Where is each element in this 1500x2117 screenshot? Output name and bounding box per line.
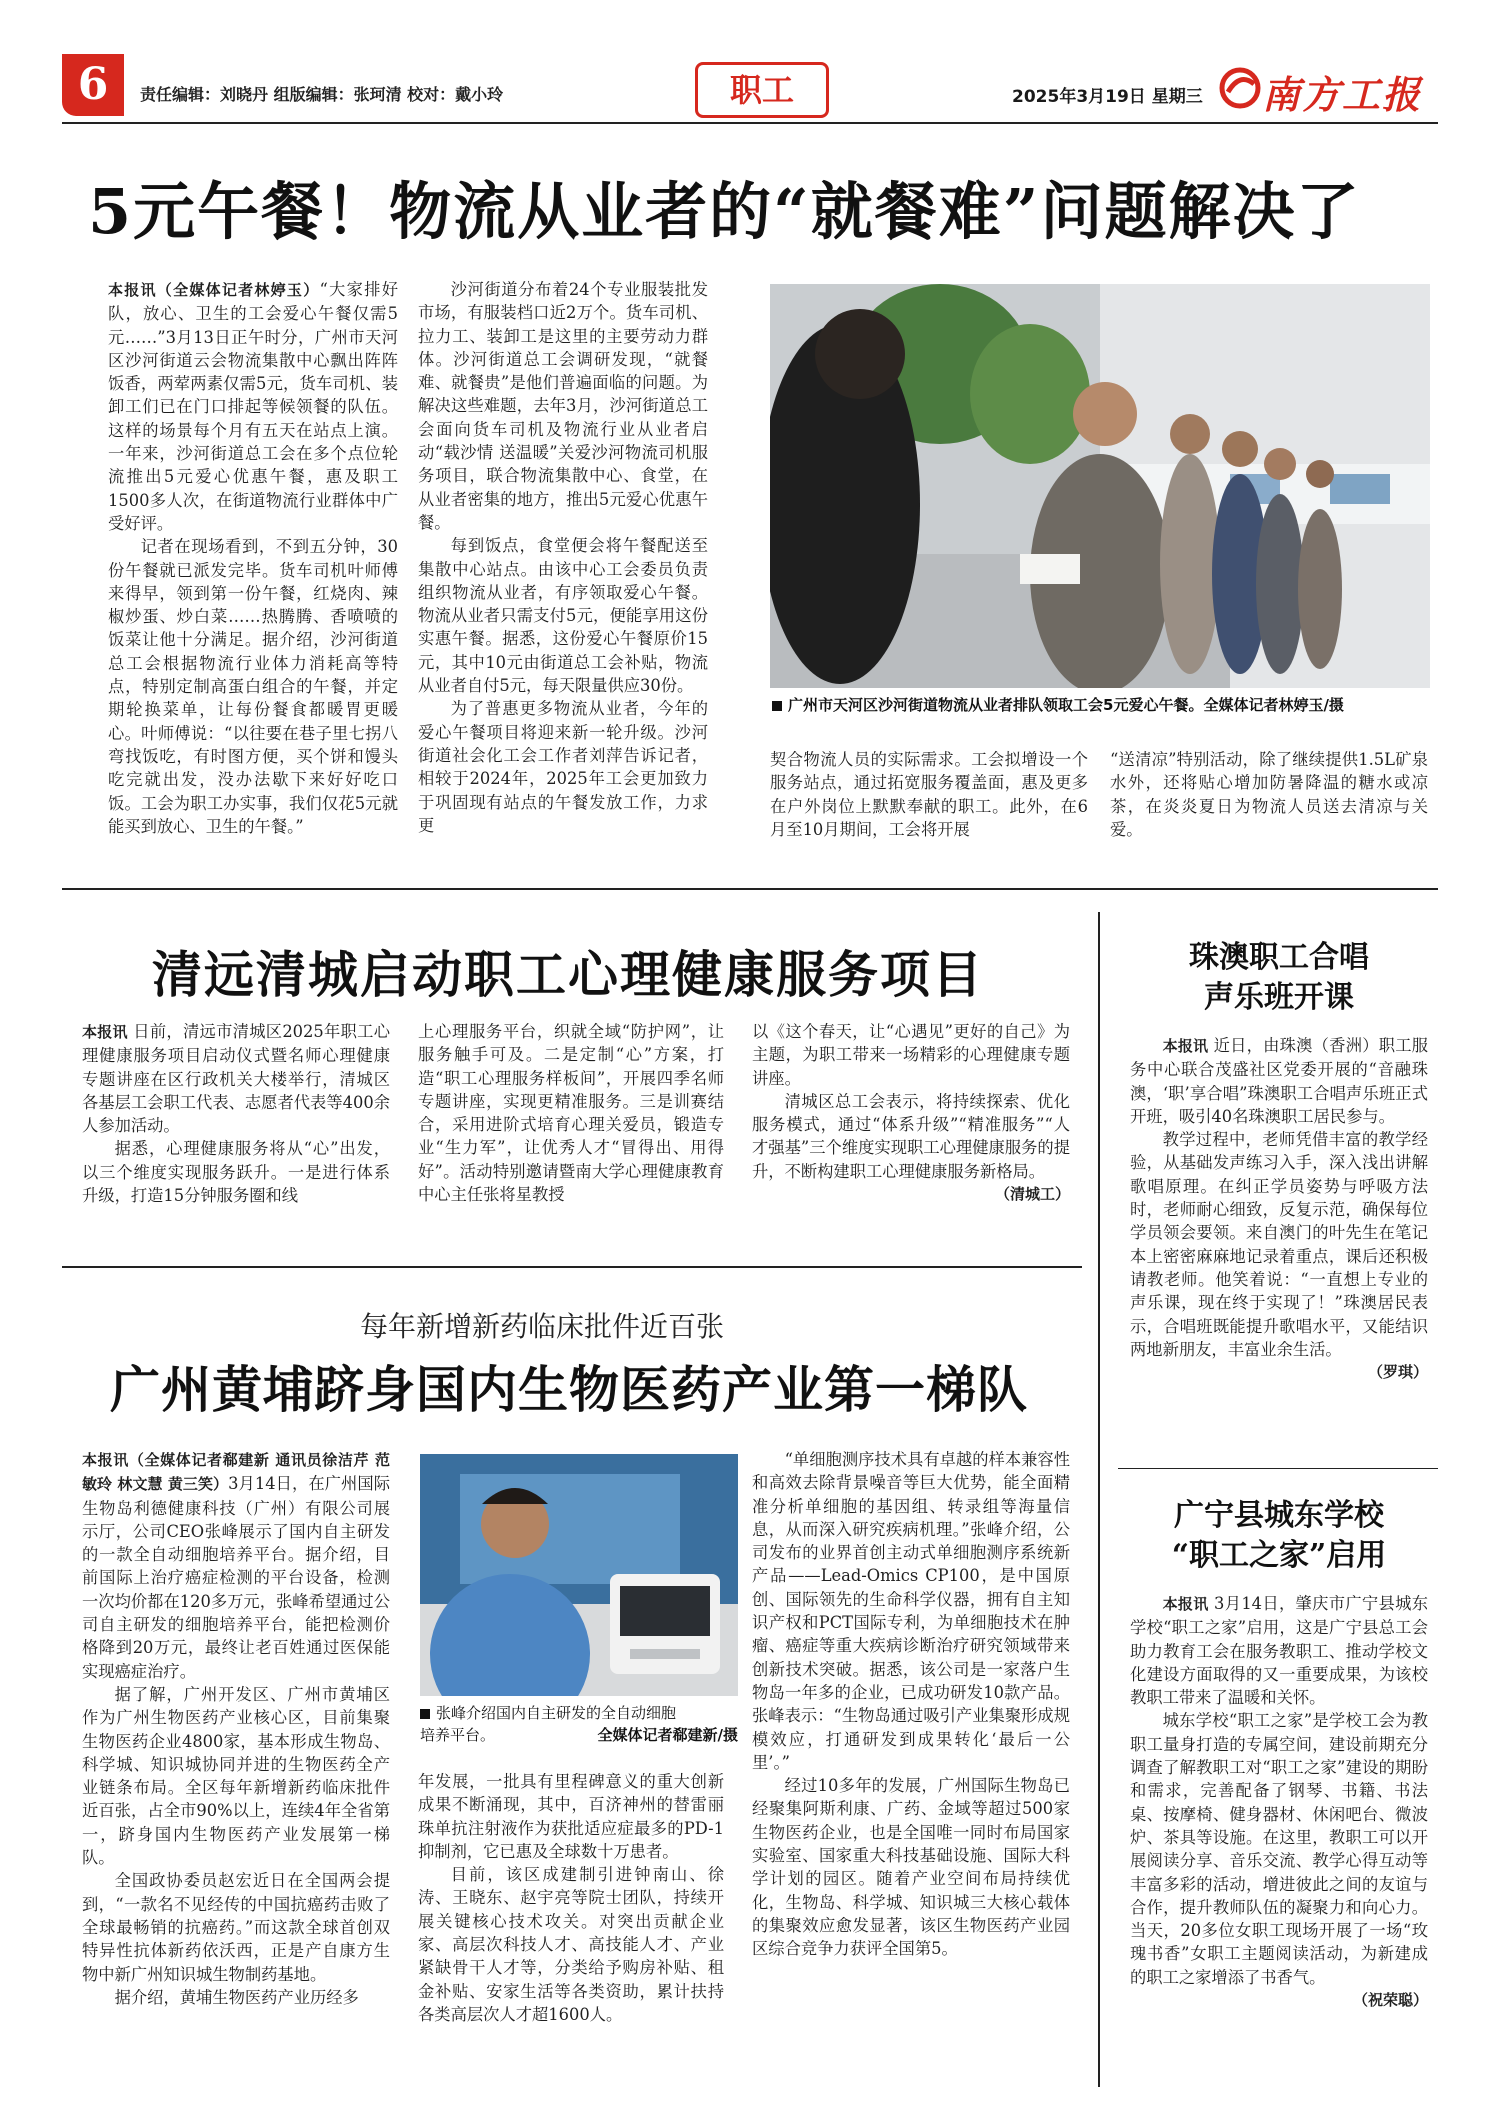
- section-rule: [62, 888, 1438, 890]
- article3-photo: [420, 1454, 738, 1696]
- editor-credits: 责任编辑：刘晓丹 组版编辑：张珂清 校对：戴小玲: [140, 85, 504, 104]
- article5-title-line: 广宁县城东学校: [1174, 1498, 1384, 1533]
- article2-col3: [752, 1020, 1070, 1206]
- article2-col1: [82, 1020, 390, 1207]
- issue-date: 2025年3月19日 星期三: [1012, 87, 1203, 107]
- article2-paragraph: 以《这个春天，让“心遇见”更好的自己》为主题，为职工带来一场精彩的心理健康专题讲座。: [752, 1022, 1070, 1088]
- article3-paragraph: “单细胞测序技术具有卓越的样本兼容性和高效去除背景噪音等巨大优势，能全面精准分析单细胞的基因组、转录组等海量信息，从而深入研究疾病机理。”张峰介绍，公司发布的业界首创主动式单细胞测序系统新产品——Lead-Omics CP100，是中国原创、国际领先的生命科学仪器，拥有自主知识产权和PCT国际专利，为单细胞技术在肿瘤、癌症等重大疾病诊断治疗研究领域带来创新技术突破。据悉，该公司是一家落户生物岛一年多的企业，已成功研发10款产品。张峰表示：“生物岛通过吸引产业集聚形成规模效应，打通研发到成果转化‘最后一公里’。”: [752, 1450, 1070, 1772]
- article1-photo: [770, 284, 1430, 688]
- article4-paragraph: 教学过程中，老师凭借丰富的教学经验，从基础发声练习入手，深入浅出讲解歌唱原理。在纠正学员姿势与呼吸方法时，老师耐心细致，反复示范，确保每位学员领会要领。来自澳门的叶先生在笔记本上密密麻麻地记录着重点，课后还积极请教老师。他笑着说：“一直想上专业的声乐课，现在终于实现了！”珠澳居民表示，合唱班既能提升歌唱水平，又能结识两地新朋友，丰富业余生活。: [1130, 1130, 1428, 1359]
- article3-title: 广州黄埔跻身国内生物医药产业第一梯队: [110, 1360, 1028, 1419]
- article3-paragraph: 年发展，一批具有里程碑意义的重大创新成果不断涌现，其中，百济神州的替雷丽珠单抗注射液作为获批适应症最多的PD-1抑制剂，它已惠及全球数十万患者。: [418, 1772, 724, 1861]
- article3-paragraph: 目前，该区成建制引进钟南山、徐涛、王晓东、赵宇亮等院士团队，持续开展关键核心技术攻关。对突出贡献企业家、高层次科技人才、高技能人才、产业紧缺骨干人才等，分类给予购房补贴、租金补贴、安家生活等各类资助，累计扶持各类高层次人才超1600人。: [418, 1865, 724, 2024]
- caption-marker-icon: [772, 701, 782, 711]
- article4-title-line: 珠澳职工合唱: [1189, 940, 1369, 975]
- article1-paragraph: “大家排好队，放心、卫生的工会爱心午餐仅需5元……”3月13日正午时分，广州市天河区沙河街道云会物流集散中心飘出阵阵饭香，两荤两素仅需5元，货车司机、装卸工们已在门口排起等候领餐的队伍。这样的场景每个月有五天在站点上演。一年来，沙河街道总工会在多个点位轮流推出5元爱心优惠午餐，惠及职工1500多人次，在街道物流行业群体中广受好评。: [108, 280, 398, 533]
- section-tag: 职工: [695, 62, 829, 118]
- article1-title: 5元午餐！物流从业者的“就餐难”问题解决了: [88, 175, 1361, 248]
- article5-lead: 本报讯: [1162, 1595, 1209, 1613]
- article3-subtitle: 每年新增新药临床批件近百张: [360, 1310, 725, 1343]
- page-number: 6: [62, 54, 124, 116]
- article4-title: [1130, 938, 1428, 1018]
- article4-body: [1130, 1034, 1428, 1384]
- article3-paragraph: 经过10多年的发展，广州国际生物岛已经聚集阿斯利康、广药、金域等超过500家生物医药企业，也是全国唯一同时布局国家实验室、国家重大科技基础设施、国际大科学计划的园区。随着产业空间布局持续优化，生物岛、科学城、知识城三大核心载体的集聚效应愈发显著，该区生物医药产业园区综合竞争力获评全国第5。: [752, 1776, 1070, 1959]
- article3-col1: [82, 1448, 390, 2009]
- article4-paragraph: 近日，由珠澳（香洲）职工服务中心联合茂盛社区党委开展的“音融珠澳，‘职’享合唱”珠澳职工合唱声乐班正式开班，吸引40名珠澳职工居民参与。: [1130, 1036, 1428, 1126]
- article1-col3: [770, 748, 1088, 841]
- photo-credit: 全媒体记者郗建新/摄: [597, 1726, 738, 1744]
- article1-paragraph: 为了普惠更多物流从业者，今年的爱心午餐项目将迎来新一轮升级。沙河街道社会化工会工作者刘萍告诉记者，相较于2024年，2025年工会更加致力于巩固现有站点的午餐发放工作，力求更: [418, 699, 708, 835]
- article5-body: [1130, 1592, 1428, 2012]
- article5-credit: （祝荣聪）: [1352, 1991, 1428, 2010]
- masthead-logo-icon: [1218, 66, 1262, 110]
- article1-paragraph: 沙河街道分布着24个专业服装批发市场，有服装档口近2万个。货车司机、拉力工、装卸工是这里的主要劳动力群体。沙河街道总工会调研发现，“就餐难、就餐贵”是他们普遍面临的问题。为解决这些难题，去年3月，沙河街道总工会面向货车司机及物流行业从业者启动“载沙情 送温暖”关爱沙河物流司机服务项目，联合物流集散中心、食堂，在从业者密集的地方，推出5元爱心优惠午餐。: [418, 280, 708, 532]
- column-rule: [1098, 912, 1100, 2087]
- article2-paragraph: 上心理服务平台，织就全域“防护网”，让服务触手可及。二是定制“心”方案，打造“职工心理服务样板间”，开展四季名师专题讲座，实现更精准服务。三是训赛结合，采用进阶式培育心理关爱员，锻造专业“生力军”，让优秀人才“冒得出、用得好”。活动特别邀请暨南大学心理健康教育中心主任张将星教授: [418, 1022, 724, 1205]
- article4-credit: （罗琪）: [1367, 1363, 1428, 1382]
- section-rule: [1118, 1468, 1438, 1469]
- article1-paragraph: 契合物流人员的实际需求。工会拟增设一个服务站点，通过拓宽服务覆盖面，惠及更多在户外岗位上默默奉献的职工。此外，在6月至10月期间，工会将开展: [770, 750, 1088, 839]
- article4-lead: 本报讯: [1162, 1037, 1209, 1055]
- article1-lead: 本报讯（全媒体记者林婷玉）: [108, 281, 320, 299]
- article1-paragraph: “送清凉”特别活动，除了继续提供1.5L矿泉水外，还将贴心增加防暑降温的糖水或凉茶，在炎炎夏日为物流人员送去清凉与关爱。: [1110, 750, 1428, 839]
- article1-paragraph: 每到饭点，食堂便会将午餐配送至集散中心站点。由该中心工会委员负责组织物流从业者，有序领取爱心午餐。物流从业者只需支付5元，便能享用这份实惠午餐。据悉，这份爱心午餐原价15元，其中10元由街道总工会补贴，物流从业者自付5元，每天限量供应30份。: [418, 536, 708, 696]
- article4-title-line: 声乐班开课: [1204, 980, 1354, 1015]
- article3-photo-caption: [420, 1702, 738, 1746]
- caption-marker-icon: [420, 1709, 430, 1719]
- article2-title: 清远清城启动职工心理健康服务项目: [152, 945, 984, 1004]
- article2-credit: （清城工）: [994, 1185, 1070, 1204]
- article3-paragraph: 据了解，广州开发区、广州市黄埔区作为广州生物医药产业核心区，目前集聚生物医药企业4800家，基本形成生物岛、科学城、知识城协同并进的生物医药全产业链条布局。全区每年新增新药临床批件近百张，占全市90%以上，连续4年全省第一，跻身国内生物医药产业发展第一梯队。: [82, 1684, 390, 1868]
- article1-col1: [108, 278, 398, 838]
- masthead-title: 南方工报: [1262, 72, 1423, 117]
- article1-col2: [418, 278, 708, 837]
- article2-lead: 本报讯: [82, 1023, 128, 1041]
- article5-paragraph: 城东学校“职工之家”是学校工会为教职工量身打造的专属空间，建设前期充分调查了解教职工对“职工之家”建设的期盼和需求，完善配备了钢琴、书籍、书法桌、按摩椅、健身器材、休闲吧台、微波炉、茶具等设施。在这里，教职工可以开展阅读分享、音乐交流、教学心得互动等丰富多彩的活动，增进彼此之间的友谊与合作，提升教师队伍的凝聚力和向心力。当天，20多位女职工现场开展了一场“玫瑰书香”女职工主题阅读活动，为新建成的职工之家增添了书香气。: [1130, 1711, 1428, 1987]
- article2-paragraph: 清城区总工会表示，将持续探索、优化服务模式，通过“体系升级”“精准服务”“人才强基”三个维度实现职工心理健康服务的提升，不断构建职工心理健康服务新格局。: [752, 1091, 1070, 1181]
- caption-text: 张峰介绍国内自主研发的全自动细胞: [436, 1704, 677, 1722]
- article1-col4: [1110, 748, 1428, 841]
- article1-photo-caption: [772, 694, 1432, 716]
- article5-title-line: “职工之家”启用: [1171, 1538, 1387, 1573]
- article3-col2: [418, 1770, 724, 2026]
- article2-paragraph: 据悉，心理健康服务将从“心”出发，以三个维度实现服务跃升。一是进行体系升级，打造15分钟服务圈和线: [82, 1139, 390, 1206]
- article2-col2: [418, 1020, 724, 1206]
- article3-paragraph: 全国政协委员赵宏近日在全国两会提到，“一款名不见经传的中国抗癌药击败了全球最畅销的抗癌药。”而这款全球首创双特异性抗体新药依沃西，正是产自康方生物中新广州知识城生物制药基地。: [82, 1871, 390, 1984]
- header-rule: [62, 122, 1438, 124]
- caption-text: 培养平台。: [420, 1726, 496, 1744]
- article1-paragraph: 记者在现场看到，不到五分钟，30份午餐就已派发完毕。货车司机叶师傅来得早，领到第一份午餐，红烧肉、辣椒炒蛋、炒白菜……热腾腾、香喷喷的饭菜让他十分满足。据介绍，沙河街道总工会根据物流行业体力消耗高等特点，特别定制高蛋白组合的午餐，并定期轮换菜单，让每份餐食都暖胃更暖心。叶师傅说：“以往要在巷子里七拐八弯找饭吃，有时图方便，买个饼和馒头吃完就出发，没办法歇下来好好吃口饭。工会为职工办实事，我们仅花5元就能买到放心、卫生的午餐。”: [108, 537, 398, 836]
- article2-paragraph: 日前，清远市清城区2025年职工心理健康服务项目启动仪式暨名师心理健康专题讲座在区行政机关大楼举行，清城区各基层工会职工代表、志愿者代表等400余人参加活动。: [82, 1022, 390, 1136]
- article3-col3: [752, 1448, 1070, 1961]
- article3-lead: 本报讯（全媒体记者郗建新 通讯员徐洁芹 范敏玲 林文慧 黄三笑）: [82, 1451, 390, 1494]
- article3-paragraph: 据介绍，黄埔生物医药产业历经多: [114, 1987, 359, 2007]
- caption-text: 广州市天河区沙河街道物流从业者排队领取工会5元爱心午餐。全媒体记者林婷玉/摄: [788, 696, 1344, 714]
- article5-title: [1130, 1496, 1428, 1576]
- article3-paragraph: 3月14日，在广州国际生物岛利德健康科技（广州）有限公司展示厅，公司CEO张峰展示了国内自主研发的一款全自动细胞培养平台。据介绍，目前国际上治疗癌症检测的平台设备，检测一次均价都在120多万元，张峰希望通过公司自主研发的细胞培养平台，能把检测价格降到20万元，最终让老百姓通过医保能实现癌症治疗。: [82, 1474, 391, 1681]
- article5-paragraph: 3月14日，肇庆市广宁县城东学校“职工之家”启用，这是广宁县总工会助力教育工会在服务教职工、推动学校文化建设方面取得的又一重要成果，为该校教职工带来了温暖和关怀。: [1130, 1594, 1428, 1708]
- section-rule: [62, 1266, 1082, 1268]
